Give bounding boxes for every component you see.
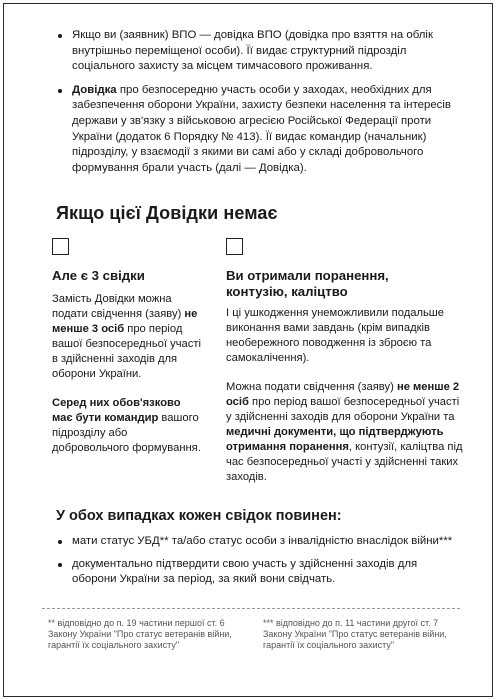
witness-requirements-title: У обох випадках кожен свідок повинен:	[56, 508, 342, 524]
text-run: Можна подати свідчення (заяву)	[226, 381, 397, 393]
right-checkbox[interactable]	[226, 238, 243, 255]
intro-bullet	[56, 83, 456, 177]
left-paragraph	[52, 396, 202, 456]
bold-text: медичні документи, що підтверджують отримання поранення	[226, 426, 444, 453]
intro-bullet-list	[56, 28, 456, 184]
text-run: про період вашої безпосередньої участі в здійсненні заходів для оборони України.	[52, 323, 201, 380]
bold-text: не менше 3 осіб	[52, 308, 198, 335]
text-run: про безпосередню участь особи у заходах, необхідних для забезпечення оборони України, захисту безпеки населення та інтересів держави у зв'язку з військовою агресією Російської Федерації проти України (додаток 6 Порядку № 413). Її видає командир (начальник) підрозділу, у взаємодії з якими ви самі або у складі добровольчого формування брали участь (далі — Довідка).	[72, 83, 451, 174]
footnote-ubd: ** відповідно до п. 19 частини першої ст. 6 Закону України "Про статус ветеранів війни, гарантії їх соціального захисту"	[48, 618, 232, 650]
text-run: Якщо ви (заявник) ВПО — довідка ВПО (довідка про взяття на облік внутрішньо переміщеної особи). Її видає структурний підрозділ соціального захисту за місцем тимчасового проживання.	[72, 29, 433, 73]
witness-bullet: мати статус УБД** та/або статус особи з інвалідністю внаслідок війни***	[56, 534, 456, 550]
witness-bullet-list	[56, 534, 456, 595]
section-title: Якщо цієї Довідки немає	[56, 203, 278, 223]
bold-text: Довідка	[72, 83, 117, 96]
left-checkbox[interactable]	[52, 238, 69, 255]
text-run: , контузії, каліцтва під час безпосередньої участі у здійсненні таких заходів.	[226, 441, 463, 483]
footnote-disability: *** відповідно до п. 11 частини другої ст. 7 Закону України "Про статус ветеранів війни, гарантії їх соціального захисту"	[263, 618, 447, 650]
text-run: Замість Довідки можна подати свідчення (заяву)	[52, 293, 185, 320]
text-run: І ці ушкодження унеможливили подальше виконання вами завдань (крім випадків необережного поводження із зброєю та самокалічення).	[226, 307, 444, 364]
bold-text: Серед них обов'язково має бути командир	[52, 397, 181, 424]
text-run: вашого підрозділу або добровольчого формування.	[52, 412, 201, 454]
witness-bullet: документально підтвердити свою участь у здійсненні заходів для оборони України за період, за який вони свідчать.	[56, 557, 456, 588]
text-run: про період вашої безпосередньої участі у здійсненні заходів для оборони України та	[226, 396, 460, 423]
right-paragraph	[226, 380, 466, 485]
intro-bullet	[56, 28, 456, 75]
left-paragraph	[52, 292, 202, 382]
right-paragraph	[226, 306, 466, 366]
left-column-text	[52, 292, 202, 470]
left-column-title: Але є 3 свідки	[52, 268, 145, 283]
right-column-text	[226, 306, 466, 499]
bold-text: не менше 2 осіб	[226, 381, 460, 408]
footnote-divider	[42, 608, 460, 609]
right-column-title: Ви отримали поранення, контузію, каліцтво	[226, 268, 389, 299]
document-page	[3, 3, 493, 697]
